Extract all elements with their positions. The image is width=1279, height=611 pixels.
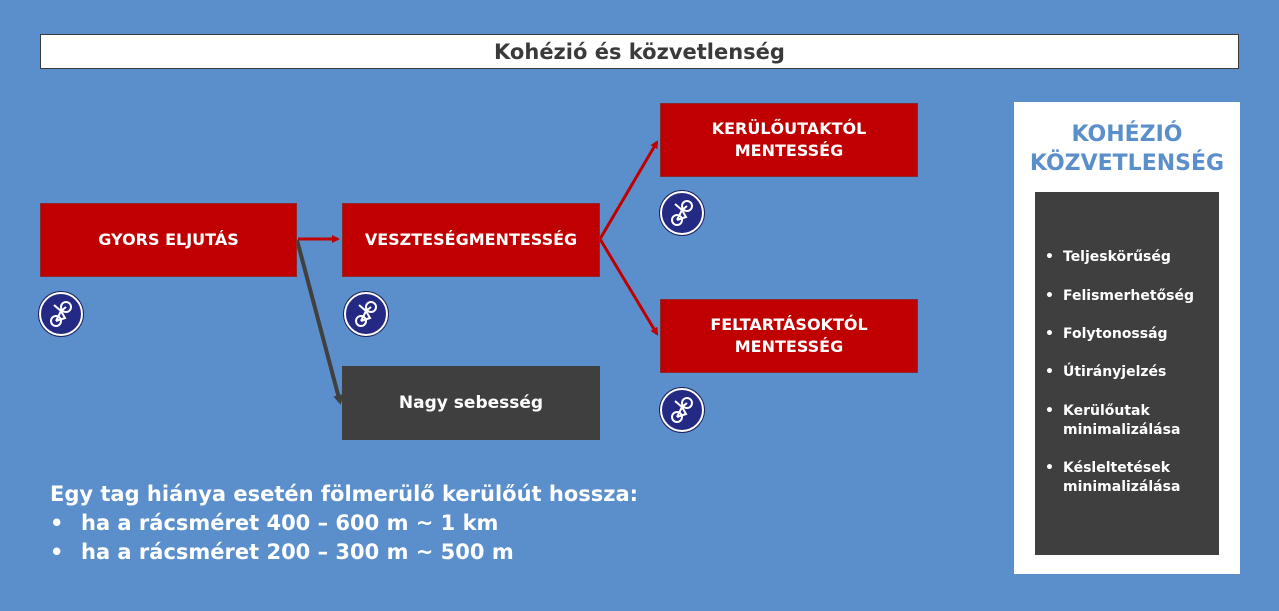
list-item: • Folytonosság bbox=[1045, 326, 1168, 342]
box-gyors-eljutas bbox=[40, 203, 297, 277]
arrow-gyors-to-nagy bbox=[297, 240, 340, 402]
bicycle-icon bbox=[660, 191, 704, 235]
detour-item-2: ha a rácsméret 200 – 300 m ~ 500 m bbox=[81, 540, 514, 564]
side-title-line1: KOHÉZIÓ bbox=[1071, 122, 1183, 147]
box-vesztesegmentesseg-label: VESZTESÉGMENTESSÉG bbox=[364, 230, 578, 250]
detour-item-1: ha a rácsméret 400 – 600 m ~ 1 km bbox=[81, 511, 499, 535]
box-feltartas-label: FELTARTÁSOKTÓL MENTESSÉG bbox=[710, 315, 868, 356]
bicycle-icon bbox=[660, 388, 704, 432]
criterion-label: Késleltetések minimalizálása bbox=[1063, 460, 1181, 495]
box-nagy-sebesseg-label: Nagy sebesség bbox=[398, 392, 544, 413]
box-nagy-sebesseg bbox=[342, 366, 600, 440]
criterion-label: Folytonosság bbox=[1063, 326, 1168, 342]
bicycle-icon bbox=[39, 292, 83, 336]
side-panel bbox=[1014, 102, 1240, 574]
box-vesztesegmentesseg bbox=[342, 203, 600, 277]
criterion-label: Felismerhetőség bbox=[1063, 288, 1195, 304]
side-criteria-list bbox=[1035, 192, 1219, 555]
box-kerulo bbox=[660, 103, 918, 177]
arrow-veszteseg-to-feltartas bbox=[600, 239, 657, 334]
box-feltartas bbox=[660, 299, 918, 373]
page-title: Kohézió és közvetlenség bbox=[40, 34, 1239, 69]
box-kerulo-label: KERÜLŐUTAKTÓL MENTESSÉG bbox=[711, 119, 867, 160]
criterion-label: Teljeskörűség bbox=[1063, 249, 1171, 265]
side-title-line2: KÖZVETLENSÉG bbox=[1029, 151, 1225, 176]
arrow-veszteseg-to-kerulo bbox=[600, 142, 657, 239]
side-title bbox=[1014, 120, 1240, 178]
detour-note-heading: Egy tag hiánya esetén fölmerülő kerülőút hossza: bbox=[50, 482, 639, 506]
box-gyors-eljutas-label: GYORS ELJUTÁS bbox=[98, 230, 239, 250]
detour-note bbox=[50, 480, 638, 567]
criterion-label: Kerülőutak minimalizálása bbox=[1063, 403, 1181, 438]
list-item: • Felismerhetőség bbox=[1045, 288, 1195, 304]
list-item: • ha a rácsméret 200 – 300 m ~ 500 m bbox=[50, 538, 638, 567]
criterion-label: Útirányjelzés bbox=[1063, 364, 1167, 380]
list-item: • Késleltetések minimalizálása bbox=[1045, 459, 1215, 497]
list-item: • Teljeskörűség bbox=[1045, 249, 1171, 265]
list-item: • ha a rácsméret 400 – 600 m ~ 1 km bbox=[50, 509, 638, 538]
list-item: • Kerülőutak minimalizálása bbox=[1045, 402, 1215, 440]
bicycle-icon bbox=[344, 292, 388, 336]
list-item: • Útirányjelzés bbox=[1045, 364, 1167, 380]
